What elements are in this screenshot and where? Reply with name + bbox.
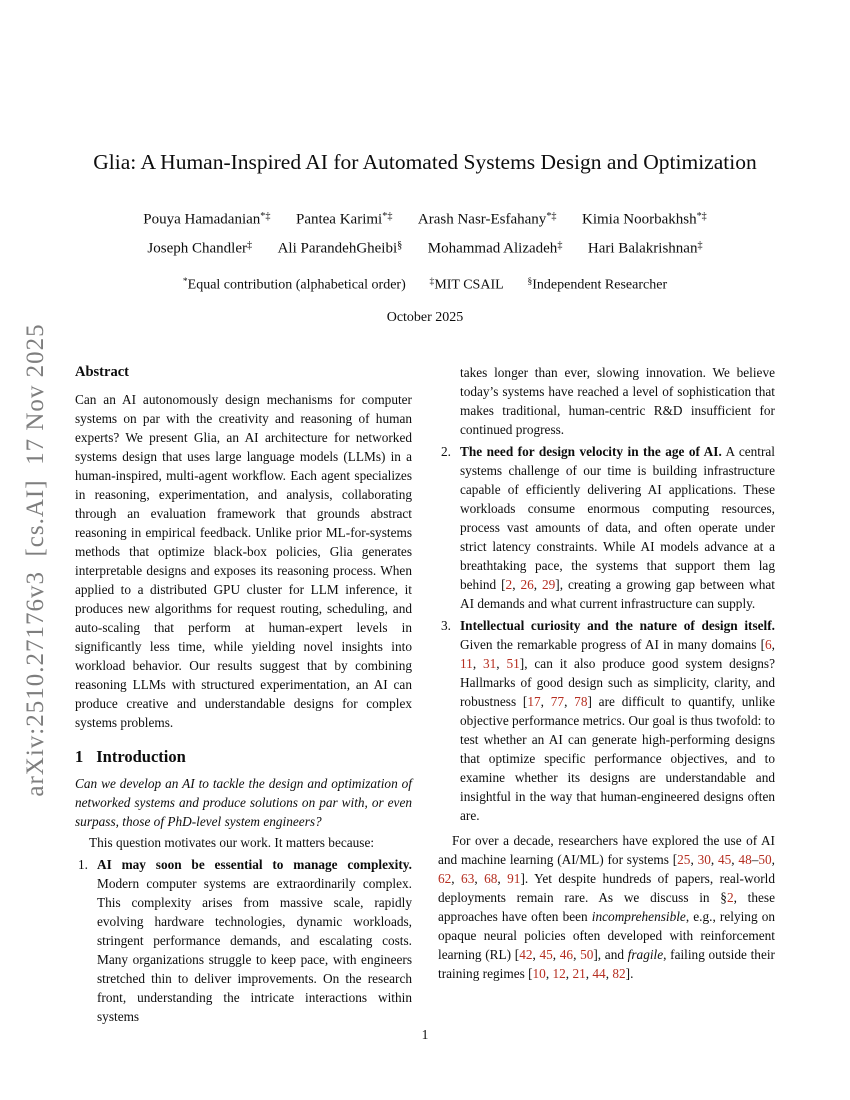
paper-header <box>0 150 850 326</box>
text-segment: , <box>573 947 581 963</box>
item-2-text <box>460 442 775 613</box>
citation-link[interactable]: 78 <box>574 694 588 710</box>
citation-link[interactable]: 11 <box>460 656 473 672</box>
item-1-number: 1. <box>78 857 88 873</box>
section-title: Introduction <box>96 747 186 767</box>
text-segment: , <box>533 577 542 593</box>
text-segment: , <box>690 852 698 868</box>
section-number: 1 <box>75 747 84 767</box>
text-segment: – <box>751 852 759 868</box>
text-segment: MIT CSAIL <box>434 277 504 293</box>
citation-link[interactable]: 45 <box>539 947 553 963</box>
text-segment: For over a decade, researchers have explored the use of AI and machine learning (AI/ML) for systems [ <box>438 833 775 868</box>
citation-link[interactable]: 68 <box>484 871 498 887</box>
citation-link[interactable]: 42 <box>519 947 533 963</box>
closing-paragraph <box>438 831 775 983</box>
citation-link[interactable]: 17 <box>527 694 541 710</box>
superscript-marker: *‡ <box>546 211 557 222</box>
page-number: 1 <box>421 1027 429 1042</box>
arxiv-stamp: arXiv:2510.27176v3 [cs.AI] 17 Nov 2025 <box>22 323 49 797</box>
text-segment: , <box>771 637 775 653</box>
citation-link[interactable]: 2 <box>726 890 734 906</box>
text-segment: Independent Researcher <box>532 277 668 293</box>
text-segment: , <box>474 871 485 887</box>
item-2-number: 2. <box>441 444 451 460</box>
citation-link[interactable]: 29 <box>542 577 556 593</box>
text-segment: , <box>496 656 507 672</box>
text-segment: incomprehensible <box>591 909 686 925</box>
text-segment: Intellectual curiosity and the nature of design itself. <box>460 618 775 634</box>
text-segment: , <box>512 577 521 593</box>
text-segment: , <box>565 966 573 982</box>
list-item-2 <box>438 442 775 613</box>
superscript-marker: *‡ <box>260 211 271 222</box>
intro-motivation-line: This question motivates our work. It matters because: <box>89 835 375 851</box>
text-segment: ]. Yet despite hundreds of papers, real-world deployments remain rare. As we discuss in § <box>438 871 775 906</box>
section-heading-introduction <box>75 747 412 766</box>
text-segment: , e.g., relying on opaque neural policies often developed with reinforcement learning (RL) [ <box>438 909 776 963</box>
text-segment: , <box>540 694 551 710</box>
citation-link[interactable]: 50 <box>580 947 594 963</box>
citation-link[interactable]: 45 <box>718 852 732 868</box>
text-segment: Joseph Chandler <box>147 240 247 257</box>
citation-link[interactable]: 26 <box>520 577 534 593</box>
text-segment: Equal contribution (alphabetical order) <box>187 277 406 293</box>
left-column <box>75 363 412 1026</box>
text-segment: , <box>771 852 775 868</box>
superscript-marker: § <box>527 277 533 288</box>
author-row-1 <box>0 211 850 229</box>
text-segment: , <box>545 966 553 982</box>
text-segment: , <box>472 656 483 672</box>
item-3-text <box>460 616 775 825</box>
text-segment: fragile <box>627 947 664 963</box>
superscript-marker: ‡ <box>697 239 703 251</box>
citation-link[interactable]: 48 <box>738 852 752 868</box>
text-segment: , <box>585 966 593 982</box>
citation-link[interactable]: 62 <box>438 871 452 887</box>
text-segment: , <box>497 871 508 887</box>
citation-link[interactable]: 50 <box>758 852 772 868</box>
text-segment: ], creating a growing gap between what AI demands and what current infrastructure can supply. <box>460 577 775 612</box>
text-segment: , these approaches have often been <box>438 890 775 925</box>
superscript-marker: ‡ <box>429 277 435 288</box>
text-segment: ]. <box>625 966 634 982</box>
abstract-text: Can an AI autonomously design mechanisms for computer systems on par with the creativity and reasoning of human experts? We present Glia, an AI architecture for networked systems design that uses large language models (LLMs) in a human-inspired, multi-agent workflow. Each agent specializes in reasoning, experimentation, and analysis, collaborating through an evaluation framework that grounds abstract reasoning in empirical feedback. Unlike prior ML-for-systems methods that optimize black-box policies, Glia generates interpretable designs and exposes its reasoning process. When applied to a distributed GPU cluster for LLM inference, it produces new algorithms for request routing, scheduling, and auto-scaling that perform at human-expert levels in significantly less time, while yielding novel insights into workload behavior. Our results suggest that by combining reasoning LLMs with structured experimentation, an AI can produce creative and understandable designs for complex systems problems. <box>75 392 412 731</box>
superscript-marker: *‡ <box>382 211 393 222</box>
text-segment: Hari Balakrishnan <box>587 240 698 257</box>
text-segment: , <box>532 947 540 963</box>
text-segment: Pantea Karimi <box>295 211 383 228</box>
text-segment: Kimia Noorbakhsh <box>582 211 697 228</box>
text-segment: , <box>552 947 560 963</box>
list-item-3 <box>438 616 775 825</box>
citation-link[interactable]: 44 <box>592 966 606 982</box>
text-segment: The need for design velocity in the age of AI. <box>460 444 722 460</box>
citation-link[interactable]: 46 <box>559 947 574 963</box>
text-segment: , <box>451 871 462 887</box>
superscript-marker: ‡ <box>247 239 253 251</box>
citation-link[interactable]: 25 <box>677 852 691 868</box>
two-column-body <box>0 363 850 1026</box>
text-segment: Mohammad Alizadeh <box>427 240 558 257</box>
text-segment: ], can it also produce good system designs? Hallmarks of good design such as simplicity, clarity, and robustness [ <box>460 656 775 710</box>
citation-link[interactable]: 30 <box>697 852 711 868</box>
citation-link[interactable]: 6 <box>765 637 772 653</box>
item-3-number: 3. <box>441 618 451 634</box>
superscript-marker: ‡ <box>557 239 563 251</box>
citation-link[interactable]: 2 <box>505 577 513 593</box>
citation-link[interactable]: 77 <box>550 694 565 710</box>
item-1-text <box>97 855 412 1026</box>
citation-link[interactable]: 12 <box>552 966 566 982</box>
intro-epigraph: Can we develop an AI to tackle the design and optimization of networked systems and produce solutions on par with, or even surpass, those of PhD-level system engineers? <box>75 776 412 830</box>
text-segment: ] are difficult to quantify, unlike objective performance metrics. Our goal is thus twofold: to test whether an AI can generate high-performing designs that optimize specific performance objectives, and to examine whether its designs are understandable and insightful in the way that human-engineered designs often are. <box>460 694 775 824</box>
citation-link[interactable]: 63 <box>461 871 475 887</box>
text-segment: Pouya Hamadanian <box>143 211 261 228</box>
citation-link[interactable]: 31 <box>483 656 497 672</box>
text-segment: , <box>564 694 575 710</box>
superscript-marker: *‡ <box>696 211 707 222</box>
text-segment: ], and <box>593 947 628 963</box>
paper-title: Glia: A Human-Inspired AI for Automated Systems Design and Optimization <box>93 150 757 174</box>
affiliations-line <box>0 277 850 293</box>
author-row-2 <box>0 240 850 258</box>
text-segment: , <box>731 852 739 868</box>
citation-link[interactable]: 21 <box>572 966 586 982</box>
item-1-continuation: takes longer than ever, slowing innovation. We believe today’s systems have reached a level of sophistication that makes traditional, human-centric R&D insufficient for continued progress. <box>460 365 775 438</box>
citation-link[interactable]: 82 <box>612 966 626 982</box>
citation-link[interactable]: 91 <box>507 871 521 887</box>
abstract-heading: Abstract <box>75 364 129 381</box>
list-item-1 <box>75 855 412 1026</box>
superscript-marker: * <box>182 277 188 288</box>
text-segment: Modern computer systems are extraordinarily complex. This complexity arises from massive scale, rapidly evolving hardware technologies, dynamic workloads, stringent performance demands, and escalating costs. Many organizations struggle to keep pace, with engineers stretched thin to deliver improvements. On the research front, understanding the intricate interactions within systems <box>97 876 412 1025</box>
text-segment: A central systems challenge of our time is building infrastructure capable of efficiently delivering AI applications. These workloads consume enormous computing resources, process vast amounts of data, and often operate under strict latency constraints. While AI models advance at a breathtaking pace, the systems that support them lag behind [ <box>460 444 775 593</box>
citation-link[interactable]: 10 <box>532 966 546 982</box>
right-column <box>438 363 775 1026</box>
text-segment: AI may soon be essential to manage complexity. <box>97 857 412 873</box>
text-segment: , <box>605 966 613 982</box>
text-segment: , failing outside their training regimes [ <box>438 947 775 982</box>
superscript-marker: § <box>397 239 403 251</box>
text-segment: Given the remarkable progress of AI in many domains [ <box>460 637 766 653</box>
text-segment: Ali ParandehGheibi <box>277 240 398 257</box>
text-segment: , <box>710 852 718 868</box>
text-segment: Arash Nasr-Esfahany <box>417 211 547 228</box>
citation-link[interactable]: 51 <box>506 656 520 672</box>
date-line: October 2025 <box>386 310 464 326</box>
